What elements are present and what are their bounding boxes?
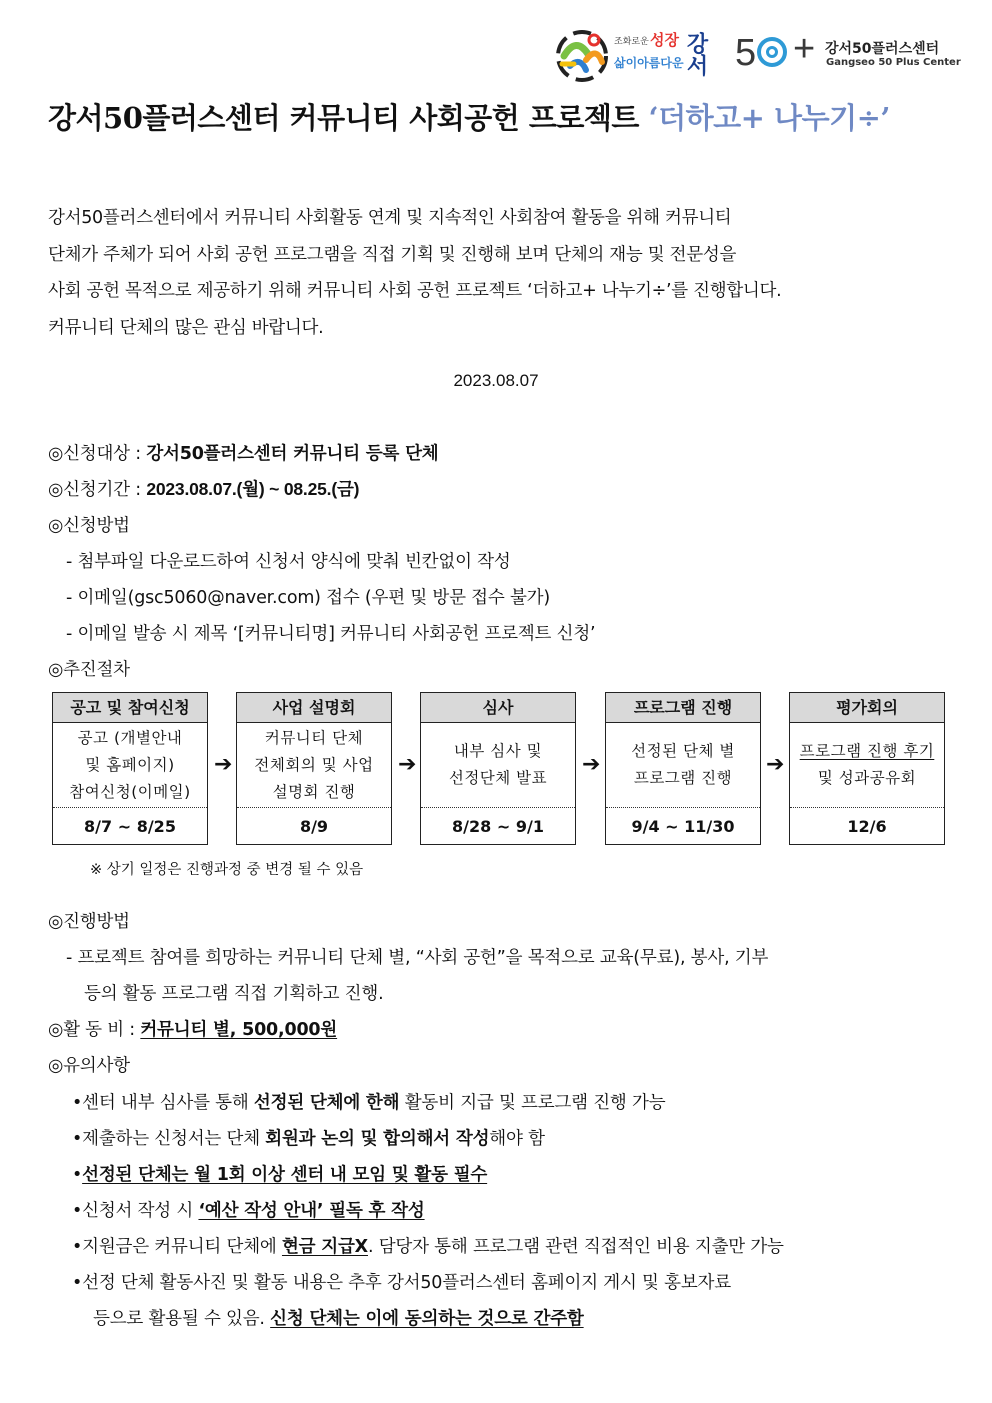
page-title: [48, 96, 890, 137]
step-desc-line: 내부 심사 및: [453, 742, 543, 760]
slogan-accent: 성장: [650, 31, 679, 49]
note-emphasis: 선정된 단체는 월 1회 이상 센터 내 모임 및 활동 필수: [82, 1165, 488, 1185]
note-text: •지원금은 커뮤니티 단체에: [72, 1237, 282, 1257]
procedure-flow: [52, 692, 946, 848]
step-desc-line: 전체회의 및 사업: [254, 755, 374, 774]
step-desc: [53, 723, 207, 807]
target-value: 강서50플러스센터 커뮤니티 등록 단체: [146, 444, 439, 464]
period-label: ◎신청기간 :: [48, 480, 147, 500]
note-item: [72, 1161, 487, 1186]
intro-line: 단체가 주체가 되어 사회 공헌 프로그램을 직접 기획 및 진행해 보며 단체의 재능 및 전문성을: [48, 244, 737, 265]
note-text: 등으로 활용될 수 있음.: [93, 1309, 271, 1329]
step-desc-line: 설명회 진행: [272, 782, 356, 801]
note-text: 활동비 지급 및 프로그램 진행 가능: [399, 1093, 666, 1113]
arrow-right-icon: ➔: [214, 752, 233, 777]
step-desc-line: 선정단체 발표: [448, 769, 548, 787]
step-desc-line: 선정된 단체 별: [631, 742, 735, 760]
intro-line: 사회 공헌 목적으로 제공하기 위해 커뮤니티 사회 공헌 프로젝트 ‘더하고+ 나누기÷’를 진행합니다.: [48, 281, 782, 301]
method-item: - 첨부파일 다운로드하여 신청서 양식에 맞춰 빈칸없이 작성: [66, 552, 511, 572]
step-evaluation: [789, 692, 945, 845]
note-text: . 담당자 통해 프로그램 관련 직접적인 비용 지출만 가능: [367, 1237, 784, 1257]
step-title: 평가회의: [790, 693, 944, 723]
step-desc: [606, 723, 760, 807]
step-title: 심사: [421, 693, 575, 723]
period-value: 2023.08.07.(월) ~ 08.25.(금): [146, 479, 360, 499]
step-program: [605, 692, 761, 845]
title-main: 강서50플러스센터 커뮤니티 사회공헌 프로젝트: [48, 101, 649, 135]
note-text: •신청서 작성 시: [72, 1201, 199, 1221]
note-item: [93, 1305, 584, 1330]
step-date: 8/9: [237, 807, 391, 844]
progress-line: 등의 활동 프로그램 직접 기획하고 진행.: [84, 984, 384, 1004]
logo-five: 5: [735, 32, 756, 74]
procedure-label: ◎추진절차: [48, 660, 130, 680]
progress-label: ◎진행방법: [48, 912, 130, 932]
center-name-english: Gangseo 50 Plus Center: [826, 57, 961, 68]
step-desc-line: 공고 (개별안내: [77, 728, 183, 747]
step-date: 9/4 ~ 11/30: [606, 807, 760, 844]
arrow-right-icon: ➔: [766, 752, 785, 777]
slogan-big: 강서: [683, 32, 708, 76]
notes-label: ◎유의사항: [48, 1056, 130, 1076]
center-name-korean: 강서50플러스센터: [825, 41, 940, 57]
note-item: •선정 단체 활동사진 및 활동 내용은 추후 강서50플러스센터 홈페이지 게시 및 홍보자료: [72, 1273, 731, 1293]
intro-paragraph: [48, 200, 948, 346]
note-emphasis: 선정된 단체에 한해: [253, 1093, 400, 1113]
step-date: 8/7 ~ 8/25: [53, 807, 207, 844]
logo-plus-icon: +: [793, 28, 816, 70]
intro-line: 강서50플러스센터에서 커뮤니티 사회활동 연계 및 지속적인 사회참여 활동을 위해 커뮤니티: [48, 208, 732, 228]
step-desc: [421, 723, 575, 807]
note-emphasis: 회원과 논의 및 합의해서 작성: [265, 1129, 490, 1149]
step-desc-line: 프로그램 진행: [633, 769, 733, 787]
step-desc-line: 및 성과공유회: [817, 769, 917, 787]
step-desc: [237, 723, 391, 807]
step-desc: [790, 723, 944, 807]
gangseo-50plus-center-logo: [735, 28, 961, 80]
schedule-note: ※ 상기 일정은 진행과정 중 변경 될 수 있음: [90, 862, 364, 878]
note-text: •센터 내부 심사를 통해: [72, 1093, 254, 1113]
note-text: 해야 함: [489, 1129, 545, 1149]
step-date: 8/28 ~ 9/1: [421, 807, 575, 844]
note-item: [72, 1233, 784, 1258]
section-period: [48, 476, 359, 501]
note-emphasis: 신청 단체는 이에 동의하는 것으로 간주함: [270, 1309, 584, 1329]
method-item: - 이메일 발송 시 제목 ‘[커뮤니티명] 커뮤니티 사회공헌 프로젝트 신청’: [66, 624, 596, 644]
step-briefing: [236, 692, 392, 845]
step-review: [420, 692, 576, 845]
method-item-email: - 이메일(gsc5060@naver.com) 접수 (우편 및 방문 접수 불가): [66, 588, 550, 608]
arrow-right-icon: ➔: [582, 752, 601, 777]
note-item: [72, 1197, 425, 1222]
progress-line: - 프로젝트 참여를 희망하는 커뮤니티 단체 별, “사회 공헌”을 목적으로 교육(무료), 봉사, 기부: [66, 948, 769, 968]
note-emphasis: 현금 지급X: [281, 1237, 368, 1257]
section-budget: [48, 1016, 337, 1041]
step-desc-line: 커뮤니티 단체: [264, 728, 364, 747]
step-title: 공고 및 참여신청: [53, 693, 207, 723]
notice-date: 2023.08.07: [453, 371, 539, 390]
section-target: [48, 440, 439, 465]
step-title: 프로그램 진행: [606, 693, 760, 723]
step-desc-line: 프로그램 진행 후기: [799, 742, 935, 760]
gangseo-district-logo: [556, 26, 716, 84]
budget-label: ◎활 동 비 :: [48, 1020, 141, 1040]
slogan-small: 조화로운: [614, 37, 649, 47]
note-item: [72, 1089, 665, 1114]
logo-ring-icon: [757, 37, 787, 67]
budget-value: 커뮤니티 별, 500,000원: [140, 1020, 338, 1040]
step-announcement: [52, 692, 208, 845]
method-label: ◎신청방법: [48, 516, 130, 536]
step-desc-line: 및 홈페이지): [85, 755, 175, 774]
title-accent: ‘더하고+ 나누기÷’: [648, 101, 890, 135]
intro-line: 커뮤니티 단체의 많은 관심 바랍니다.: [48, 317, 324, 338]
note-item: [72, 1125, 545, 1150]
step-title: 사업 설명회: [237, 693, 391, 723]
slogan-line2: 삶이아름다운: [614, 56, 684, 70]
target-label: ◎신청대상 :: [48, 444, 147, 464]
note-text: •제출하는 신청서는 단체: [72, 1129, 266, 1149]
step-desc-line: 참여신청(이메일): [69, 782, 191, 801]
step-date: 12/6: [790, 807, 944, 844]
note-emphasis: ‘예산 작성 안내’ 필독 후 작성: [198, 1201, 425, 1221]
note-bullet: •: [72, 1165, 83, 1185]
arrow-right-icon: ➔: [398, 752, 417, 777]
